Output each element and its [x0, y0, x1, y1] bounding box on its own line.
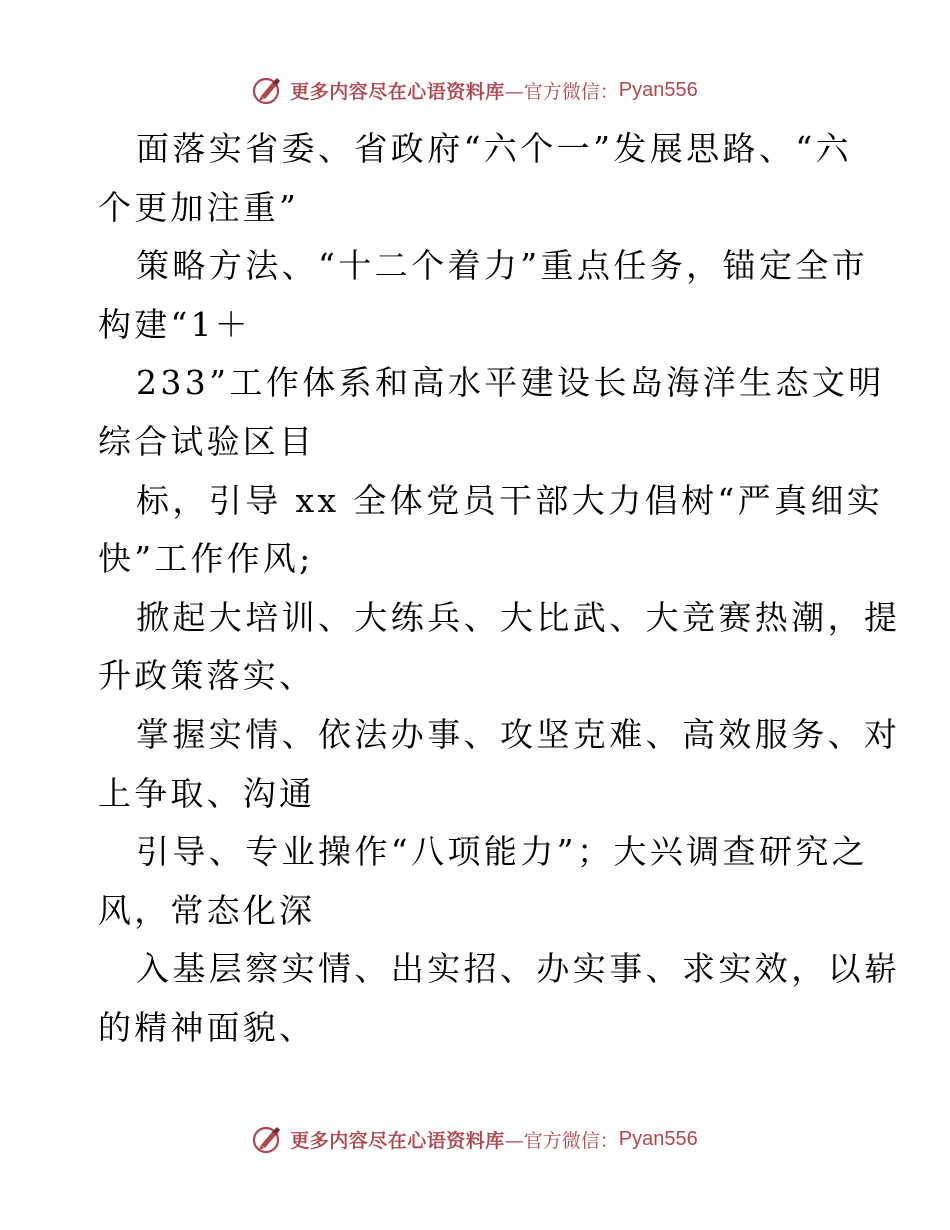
text-line: 上争取、沟通 [98, 773, 316, 813]
watermark-separator: —官方微信： [504, 80, 619, 103]
header-watermark [0, 70, 950, 110]
text-line: 综合试验区目 [98, 421, 316, 461]
text-line: 风，常态化深 [98, 890, 316, 930]
document-body [98, 120, 901, 1058]
pen-logo-icon [252, 74, 284, 106]
pen-logo-icon [252, 1123, 284, 1155]
footer-watermark [0, 1119, 950, 1159]
watermark-text: 更多内容尽在心语资料库 [290, 1129, 505, 1152]
text-line: 的精神面貌、 [98, 1007, 316, 1047]
text-line: 快”工作作风; [98, 539, 314, 579]
text-line: 升政策落实、 [98, 656, 316, 696]
text-line: 引导、专业操作“八项能力”；大兴调查研究之 [136, 832, 869, 872]
watermark-id: Pyan556 [618, 1127, 698, 1150]
text-line: 233”工作体系和高水平建设长岛海洋生态文明 [136, 363, 885, 403]
text-line: 掀起大培训、大练兵、大比武、大竞赛热潮，提 [136, 597, 901, 637]
text-line: 面落实省委、省政府“六个一”发展思路、“六 [136, 129, 853, 168]
watermark-text: 更多内容尽在心语资料库 [290, 80, 505, 103]
watermark-id: Pyan556 [618, 78, 698, 101]
text-line: 个更加注重” [98, 187, 300, 227]
text-line: 构建“1＋ [98, 304, 251, 344]
text-line: 策略方法、“十二个着力”重点任务，锚定全市 [136, 246, 869, 286]
text-line: 入基层察实情、出实招、办实事、求实效，以崭 [136, 949, 901, 989]
text-line: 标，引导 xx 全体党员干部大力倡树“严真细实 [136, 480, 884, 520]
text-line: 掌握实情、依法办事、攻坚克难、高效服务、对 [136, 714, 901, 754]
watermark-separator: —官方微信： [504, 1129, 619, 1152]
